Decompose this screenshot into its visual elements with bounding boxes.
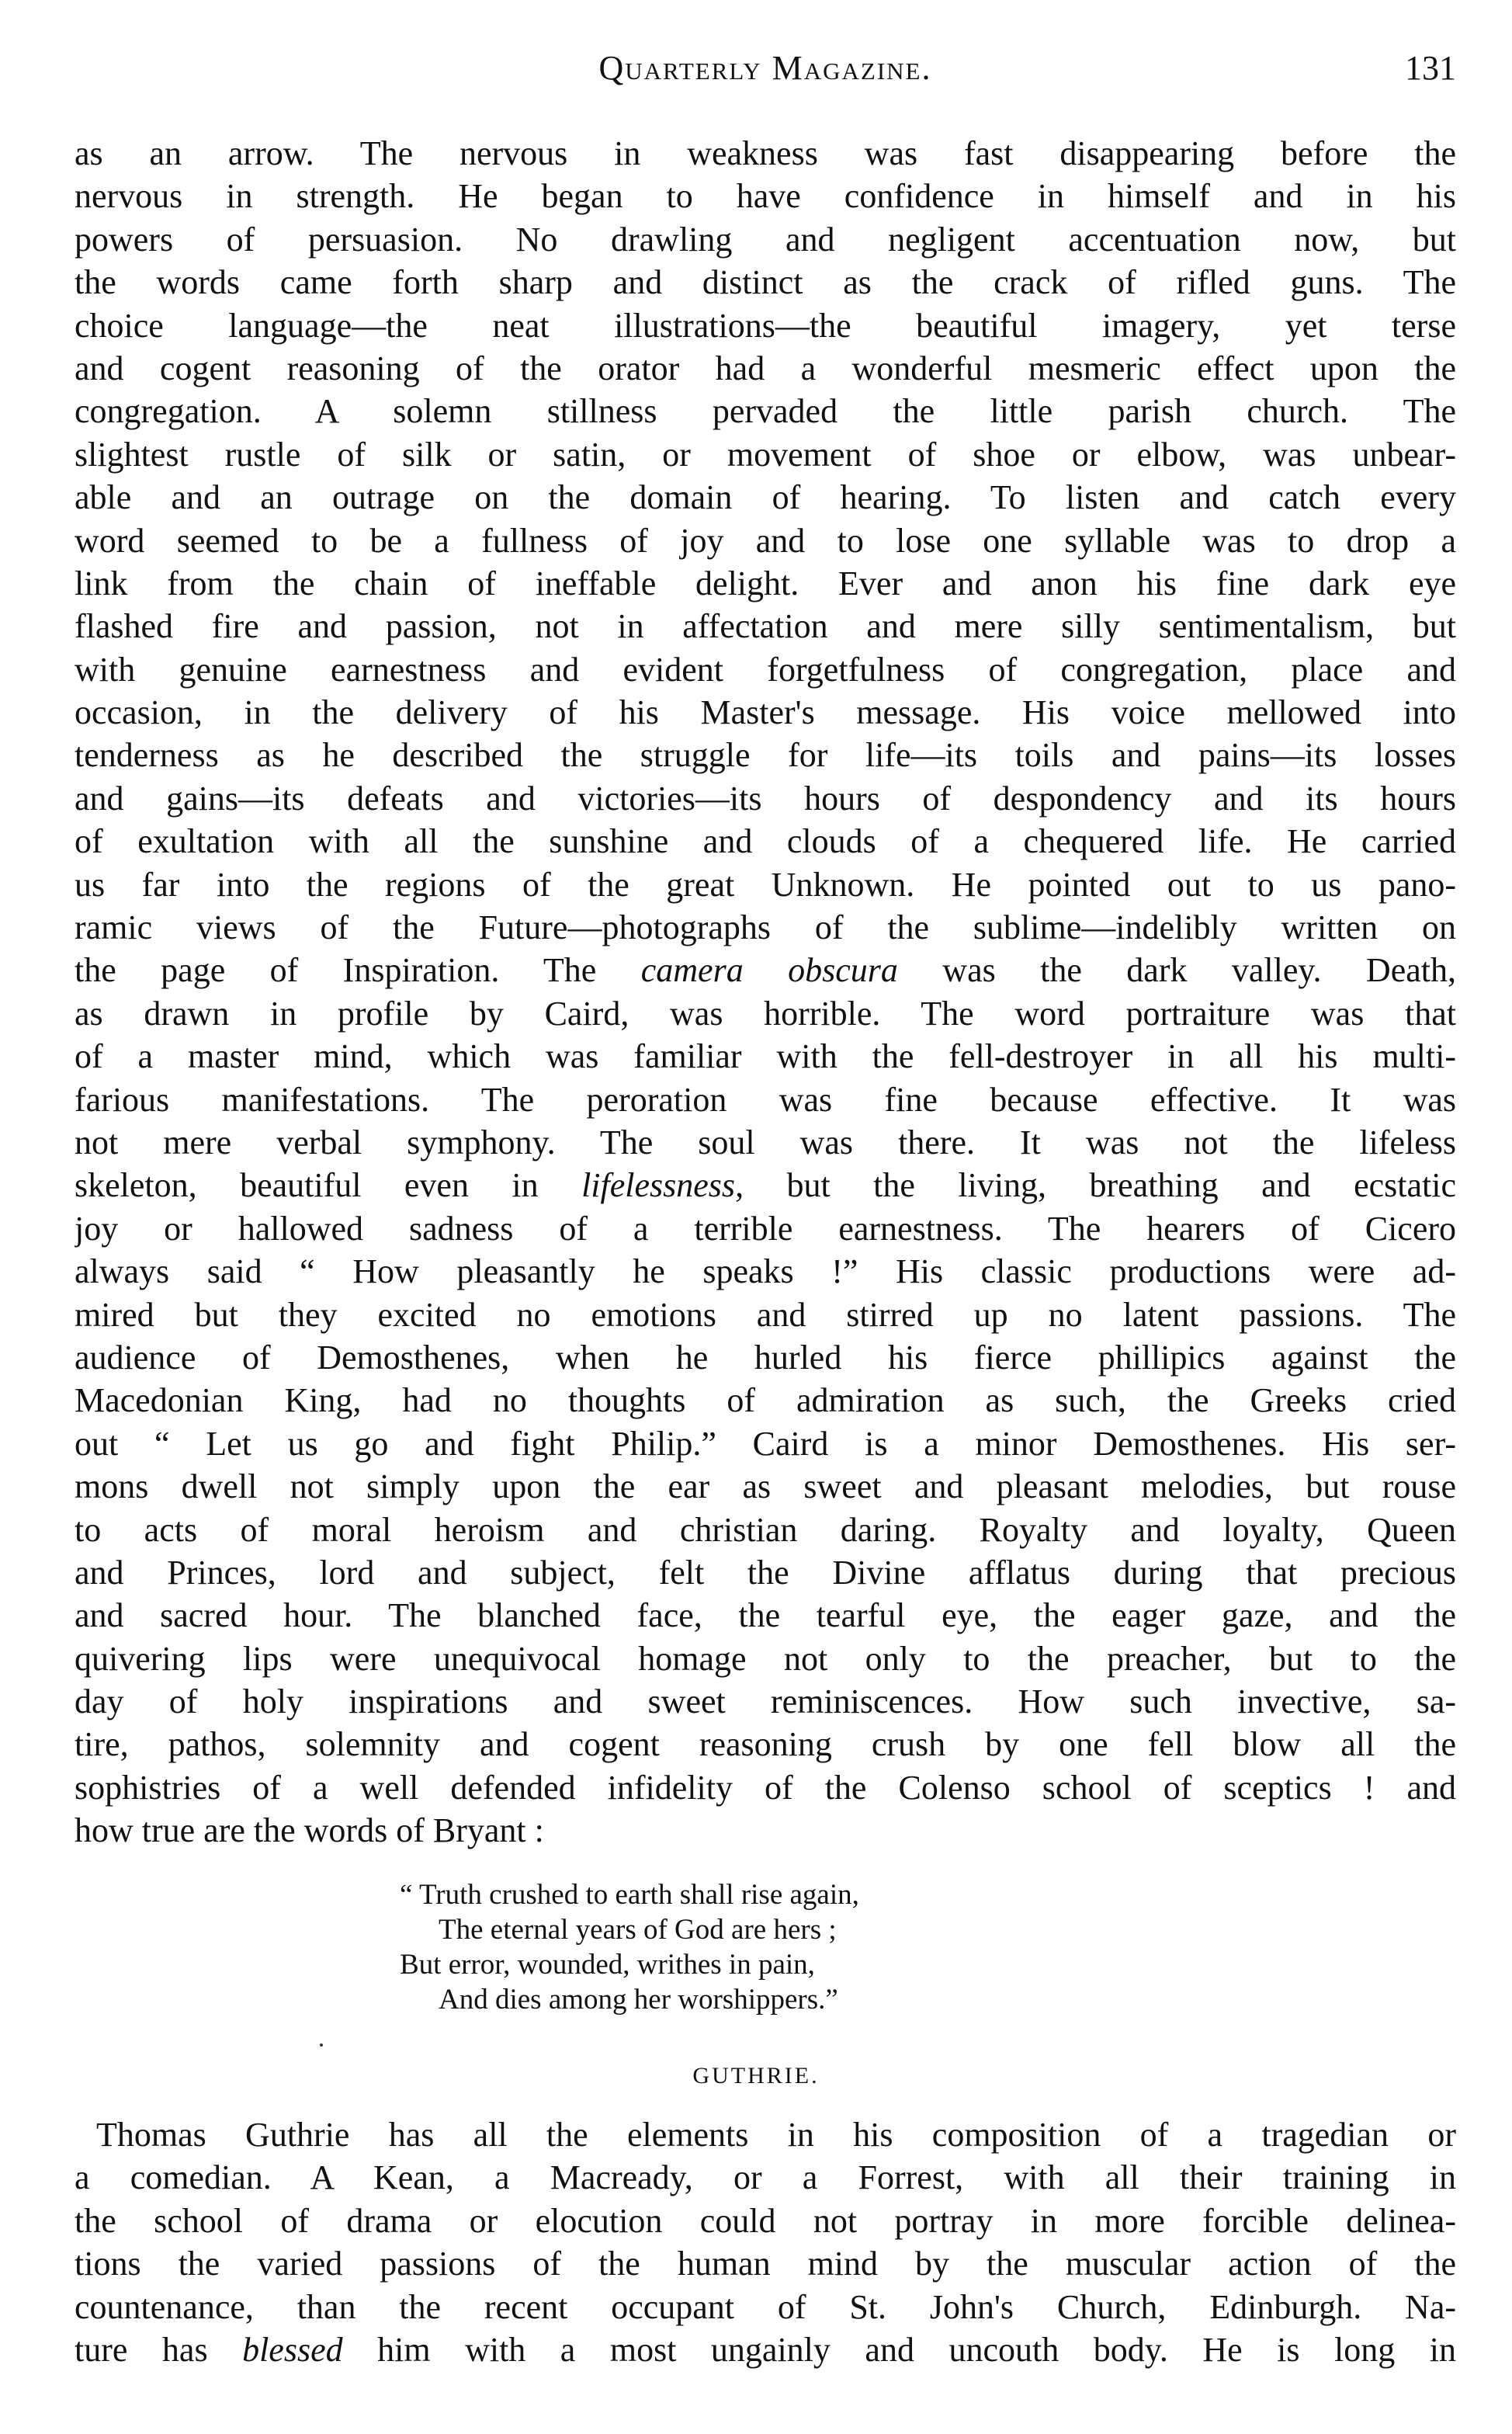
text-line: Thomas Guthrie has all the elements in his composition of a tragedian or (96, 2116, 1456, 2154)
text-line: audience of Demosthenes, when he hurled his fierce phillipics against the (75, 1338, 1456, 1377)
text-line: choice language—the neat illustrations—the beautiful imagery, yet terse (75, 306, 1456, 345)
text-line: and cogent reasoning of the orator had a wonderful mesmeric effect upon the (75, 349, 1456, 387)
italic-phrase: lifelessness (581, 1166, 736, 1205)
poem-line: The eternal years of God are hers ; (439, 1914, 837, 1946)
text-line: mons dwell not simply upon the ear as sweet and pleasant melodies, but rouse (75, 1467, 1456, 1506)
poem-line: But error, wounded, writhes in pain, (400, 1949, 815, 1981)
text-line: the words came forth sharp and distinct as the crack of rifled guns. The (75, 263, 1456, 302)
text-line: Macedonian King, had no thoughts of admiration as such, the Greeks cried (75, 1381, 1456, 1420)
text-line: word seemed to be a fullness of joy and to lose one syllable was to drop a (75, 521, 1456, 560)
text-line: the school of drama or elocution could not portray in more forcible delinea- (75, 2201, 1456, 2240)
text-line: sophistries of a well defended infidelity of the Colenso school of sceptics ! and (75, 1768, 1456, 1807)
text-line: always said “ How pleasantly he speaks !” His classic productions were ad- (75, 1252, 1456, 1291)
text-line: and Princes, lord and subject, felt the Divine afflatus during that precious (75, 1553, 1456, 1592)
text-line: slightest rustle of silk or satin, or movement of shoe or elbow, was unbear- (75, 435, 1456, 474)
text-line: with genuine earnestness and evident forgetfulness of congregation, place and (75, 650, 1456, 689)
text-line: ture has blessed him with a most ungainly and uncouth body. He is long in (75, 2330, 1456, 2369)
bryant-quotation (400, 1877, 1098, 2017)
page-number: 131 (1405, 49, 1456, 87)
text-line: powers of persuasion. No drawling and negligent accentuation now, but (75, 220, 1456, 259)
text-line: us far into the regions of the great Unknown. He pointed out to us pano- (75, 865, 1456, 904)
text-line: the page of Inspiration. The camera obscura was the dark valley. Death, (75, 951, 1456, 990)
poem-line: And dies among her worshippers.” (439, 1984, 838, 2016)
text-line: of exultation with all the sunshine and clouds of a chequered life. He carried (75, 822, 1456, 861)
text-line: occasion, in the delivery of his Master's message. His voice mellowed into (75, 693, 1456, 732)
text-line: out “ Let us go and fight Philip.” Caird is a minor Demosthenes. His ser- (75, 1424, 1456, 1463)
text-line: joy or hallowed sadness of a terrible earnestness. The hearers of Cicero (75, 1209, 1456, 1248)
body-paragraph-guthrie (75, 2113, 1456, 2371)
running-head (75, 48, 1456, 95)
text-line: of a master mind, which was familiar with the fell-destroyer in all his multi- (75, 1037, 1456, 1076)
text-line: flashed fire and passion, not in affectation and mere silly sentimentalism, but (75, 607, 1456, 646)
poem-line: “ Truth crushed to earth shall rise again, (400, 1879, 859, 1911)
running-title: Quarterly Magazine. (598, 49, 932, 87)
italic-phrase: camera obscura (640, 951, 898, 990)
text-line: tire, pathos, solemnity and cogent reasoning crush by one fell blow all the (75, 1725, 1456, 1764)
text-line: a comedian. A Kean, a Macready, or a Forrest, with all their training in (75, 2158, 1456, 2197)
text-line: tions the varied passions of the human mind by the muscular action of the (75, 2245, 1456, 2283)
text-line: congregation. A solemn stillness pervaded the little parish church. The (75, 392, 1456, 431)
text-line: and gains—its defeats and victories—its hours of despondency and its hours (75, 779, 1456, 818)
text-line: not mere verbal symphony. The soul was there. It was not the lifeless (75, 1123, 1456, 1161)
text-line: day of holy inspirations and sweet reminiscences. How such invective, sa- (75, 1682, 1456, 1721)
section-heading: GUTHRIE. (692, 2063, 820, 2089)
text-line: countenance, than the recent occupant of St. John's Church, Edinburgh. Na- (75, 2287, 1456, 2326)
text-line: ramic views of the Future—photographs of the sublime—indelibly written on (75, 908, 1456, 947)
text-line: and sacred hour. The blanched face, the tearful eye, the eager gaze, and the (75, 1596, 1456, 1635)
text-line: nervous in strength. He began to have confidence in himself and in his (75, 177, 1456, 216)
text-line: able and an outrage on the domain of hearing. To listen and catch every (75, 478, 1456, 517)
text-line: farious manifestations. The peroration was fine because effective. It was (75, 1080, 1456, 1119)
text-line: skeleton, beautiful even in lifelessness, but the living, breathing and ecstatic (75, 1166, 1456, 1205)
text-line: how true are the words of Bryant : (75, 1811, 544, 1850)
text-line: tenderness as he described the struggle for life—its toils and pains—its losses (75, 736, 1456, 775)
body-paragraph-caird (75, 132, 1456, 1852)
text-line: as drawn in profile by Caird, was horrible. The word portraiture was that (75, 994, 1456, 1033)
text-line: link from the chain of ineffable delight. Ever and anon his fine dark eye (75, 564, 1456, 602)
text-line: as an arrow. The nervous in weakness was fast disappearing before the (75, 134, 1456, 172)
text-line: to acts of moral heroism and christian daring. Royalty and loyalty, Queen (75, 1510, 1456, 1549)
ink-speck (320, 2043, 323, 2047)
italic-phrase: blessed (242, 2330, 343, 2369)
text-line: mired but they excited no emotions and stirred up no latent passions. The (75, 1295, 1456, 1334)
text-line: quivering lips were unequivocal homage not only to the preacher, but to the (75, 1639, 1456, 1678)
